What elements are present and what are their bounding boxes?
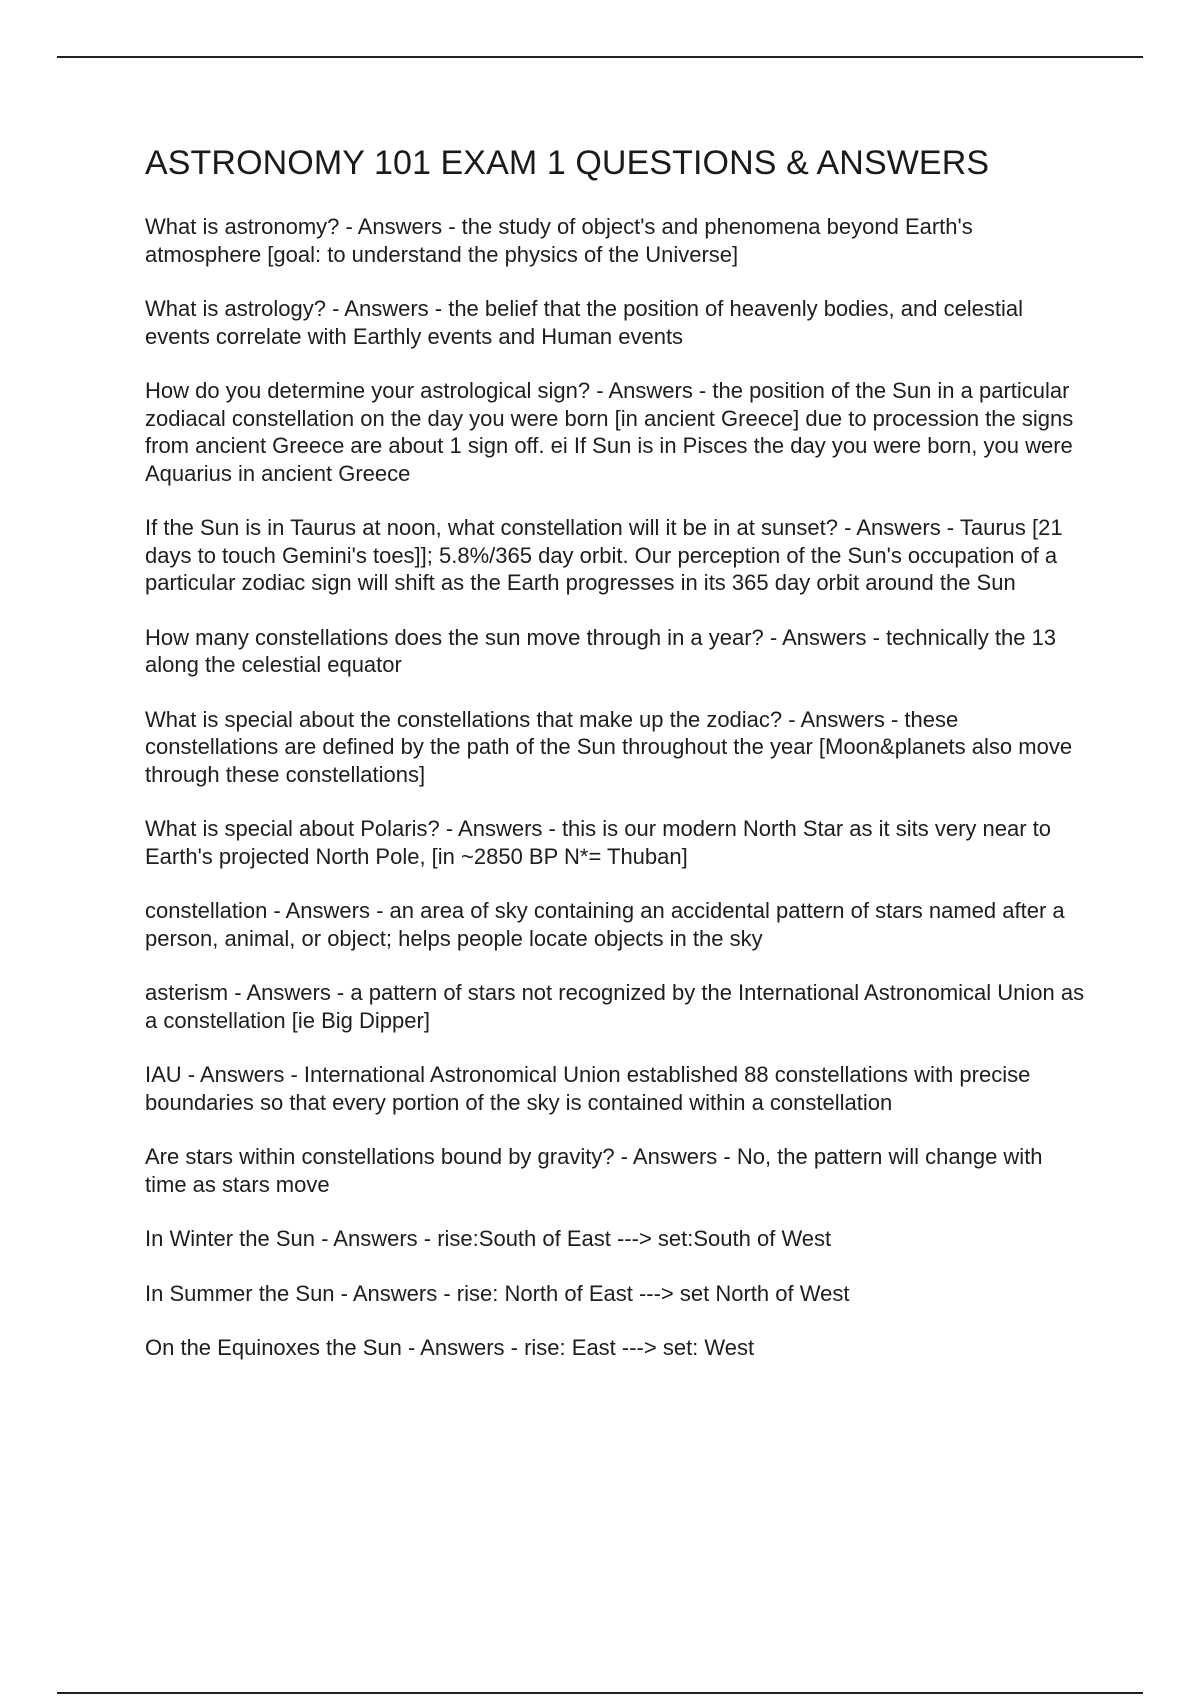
page-title: ASTRONOMY 101 EXAM 1 QUESTIONS & ANSWERS [145, 144, 990, 182]
qa-item: asterism - Answers - a pattern of stars not recognized by the International Astronomical Union as a constellation [ie Big Dipper] [145, 980, 1085, 1033]
qa-item: IAU - Answers - International Astronomical Union established 88 constellations with precise boundaries so that every portion of the sky is contained within a constellation [145, 1062, 1031, 1115]
qa-item: What is astrology? - Answers - the belief that the position of heavenly bodies, and celestial events correlate with Earthly events and Human events [145, 296, 1024, 349]
qa-item: How many constellations does the sun move through in a year? - Answers - technically the 13 along the celestial equator [145, 624, 1057, 677]
document-body [145, 143, 1085, 1389]
qa-item: How do you determine your astrological sign? - Answers - the position of the Sun in a particular zodiacal constellation on the day you were born [in ancient Greece] due to procession the signs from ancient Greece are about 1 sign off. ei If Sun is in Pisces the day you were born, you were Aquarius in ancient Greece [145, 378, 1074, 486]
qa-list [145, 213, 1085, 1362]
qa-item: constellation - Answers - an area of sky containing an accidental pattern of stars named after a person, animal, or object; helps people locate objects in the sky [145, 898, 1065, 951]
qa-item: In Winter the Sun - Answers - rise:South of East ---> set:South of West [145, 1226, 832, 1251]
qa-item: What is special about Polaris? - Answers - this is our modern North Star as it sits very near to Earth's projected North Pole, [in ~2850 BP N*= Thuban] [145, 816, 1052, 869]
top-divider [57, 56, 1143, 58]
qa-item: Are stars within constellations bound by gravity? - Answers - No, the pattern will change with time as stars move [145, 1144, 1043, 1197]
qa-item: If the Sun is in Taurus at noon, what constellation will it be in at sunset? - Answers - Taurus [21 days to touch Gemini's toes]]; 5.8%/365 day orbit. Our perception of the Sun's occupation of a particular zodiac sign will shift as the Earth progresses in its 365 day orbit around the Sun [145, 515, 1063, 595]
qa-item: What is astronomy? - Answers - the study of object's and phenomena beyond Earth's atmosphere [goal: to understand the physics of the Universe] [145, 214, 973, 267]
qa-item: What is special about the constellations that make up the zodiac? - Answers - these constellations are defined by the path of the Sun throughout the year [Moon&planets also move through these constellations] [145, 706, 1073, 787]
qa-item: On the Equinoxes the Sun - Answers - rise: East ---> set: West [145, 1335, 755, 1360]
bottom-divider [57, 1692, 1143, 1694]
qa-item: In Summer the Sun - Answers - rise: North of East ---> set North of West [145, 1280, 850, 1306]
